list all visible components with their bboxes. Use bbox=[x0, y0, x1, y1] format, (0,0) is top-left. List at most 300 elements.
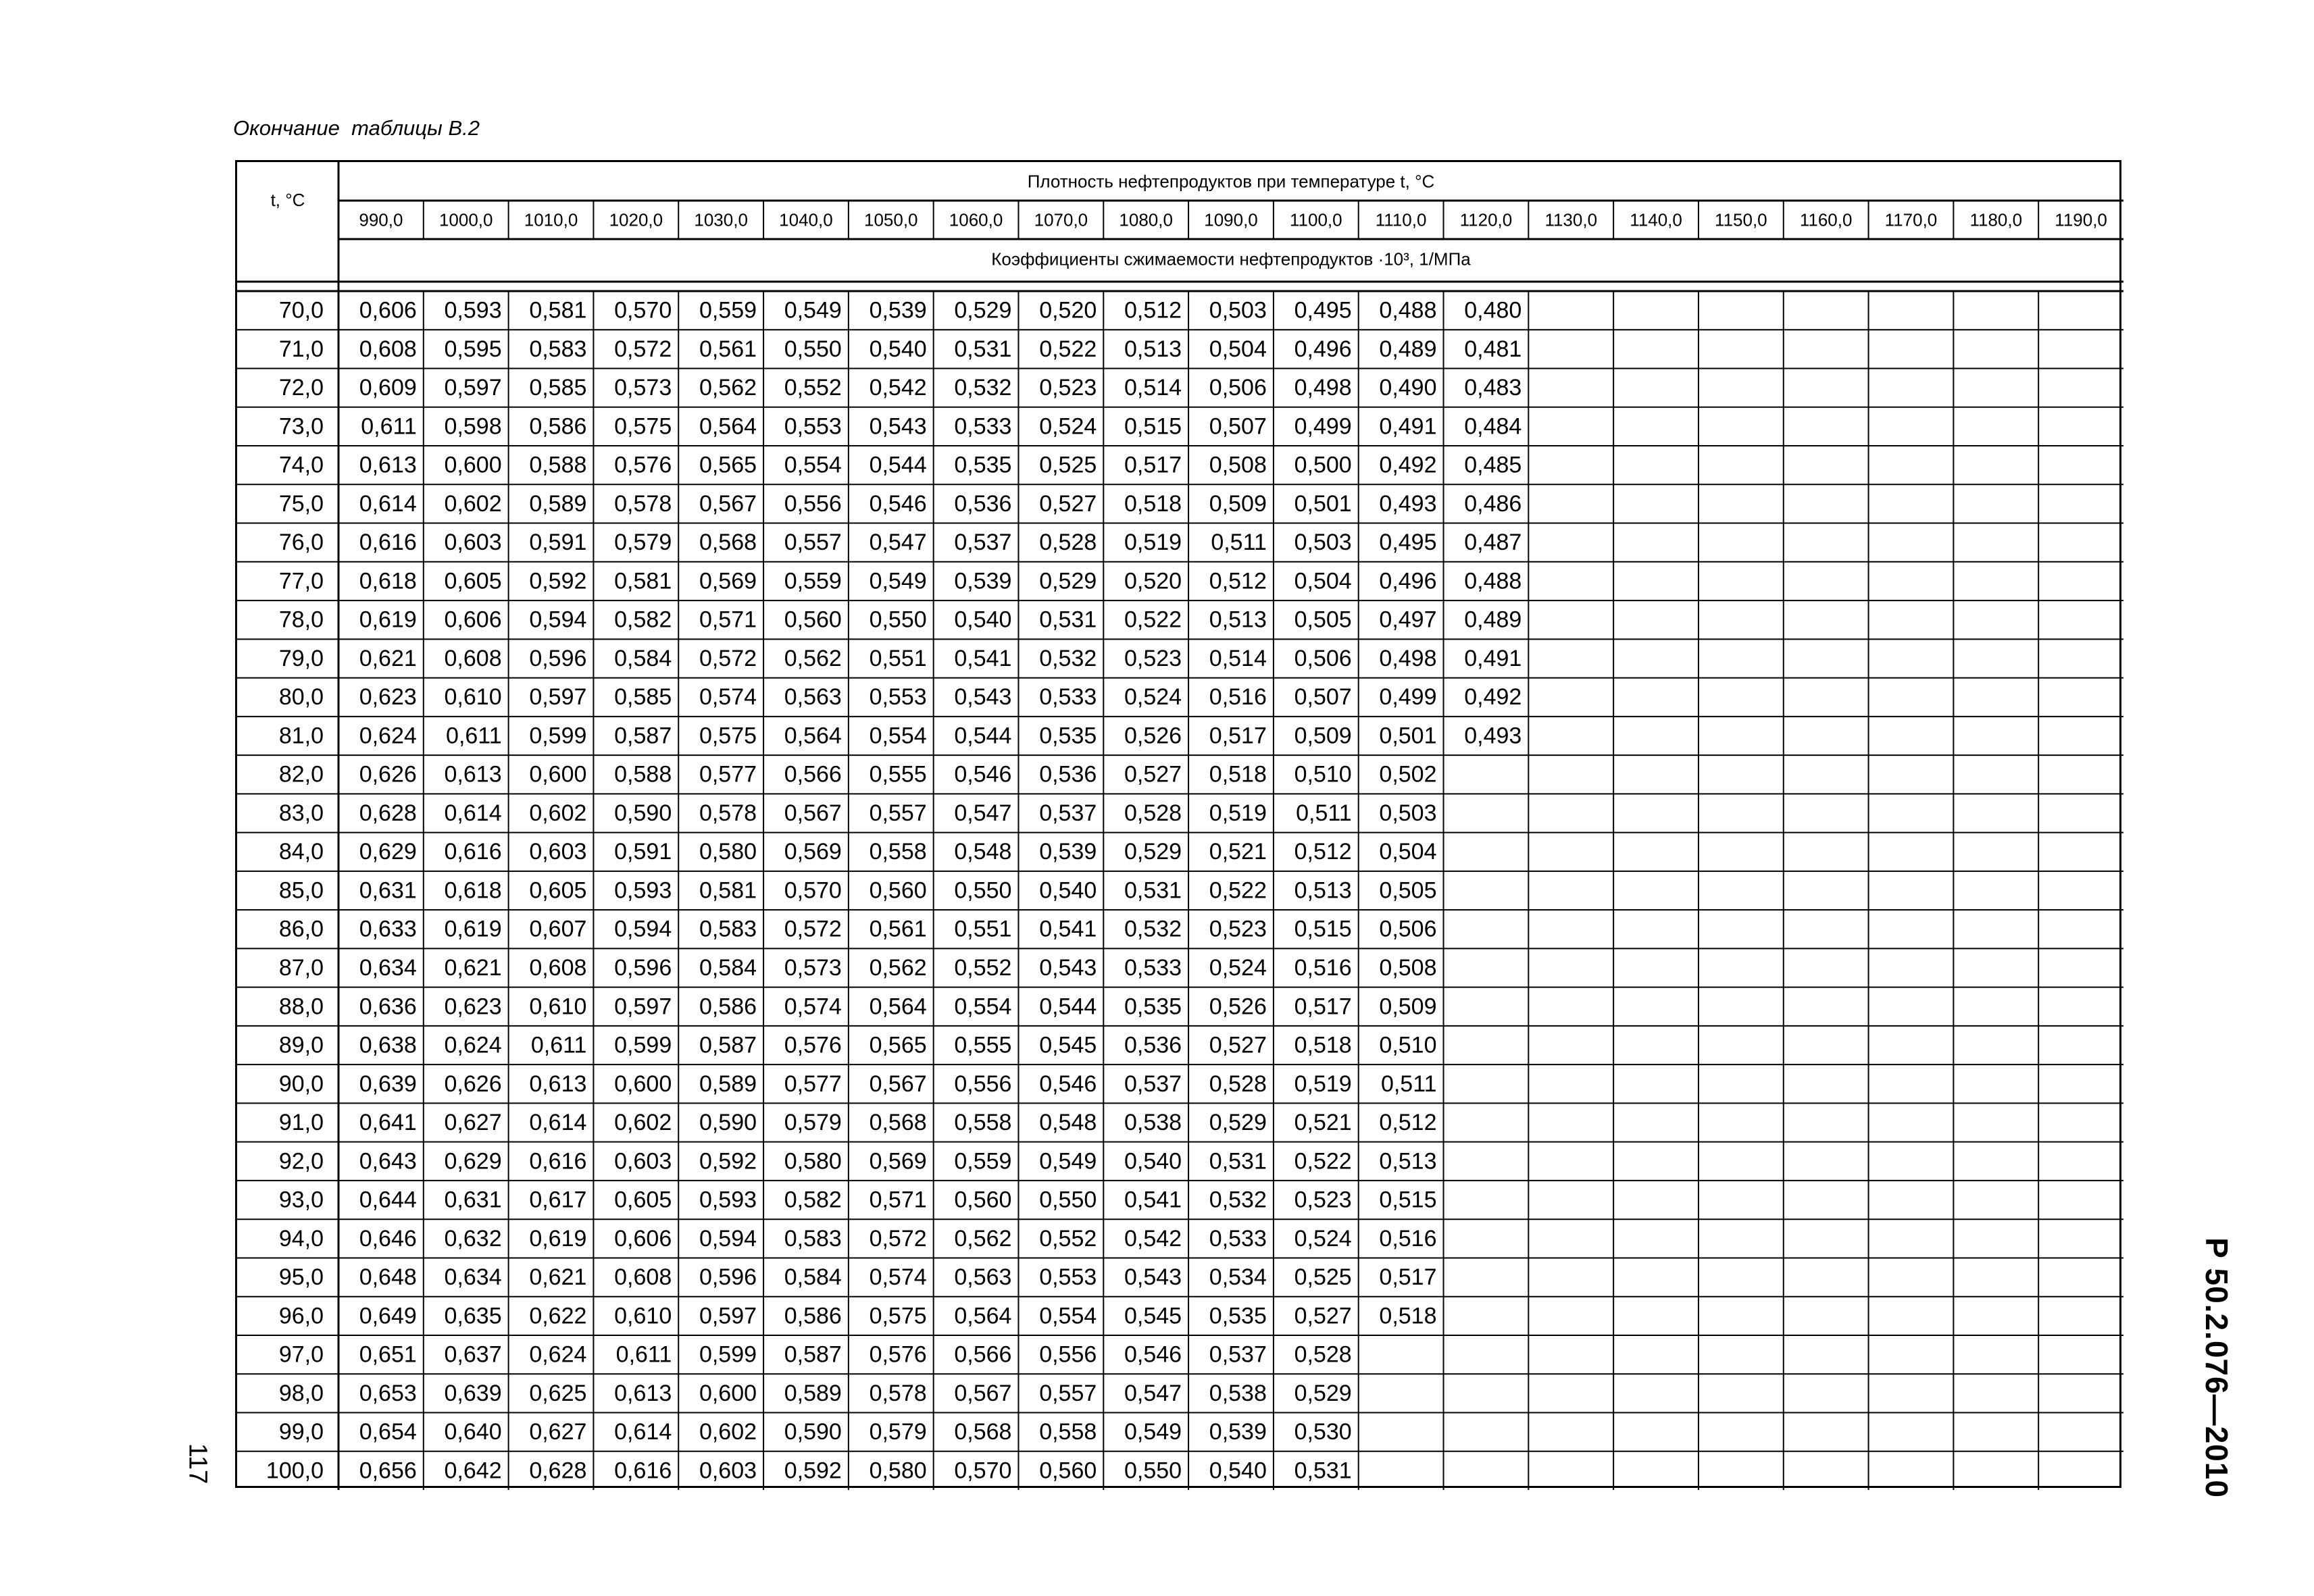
temperature-cell: 70,0 bbox=[278, 297, 324, 324]
coefficient-cell: 0,529 bbox=[1294, 1380, 1352, 1406]
coefficient-cell: 0,614 bbox=[529, 1110, 587, 1136]
coefficient-cell: 0,611 bbox=[446, 723, 502, 749]
temperature-cell: 84,0 bbox=[278, 839, 324, 865]
coefficient-cell: 0,493 bbox=[1379, 490, 1437, 517]
coefficient-cell: 0,594 bbox=[614, 916, 672, 942]
coefficient-cell: 0,550 bbox=[1039, 1187, 1097, 1213]
coefficient-cell: 0,603 bbox=[614, 1148, 672, 1175]
coefficient-cell: 0,624 bbox=[444, 1032, 502, 1058]
coefficient-cell: 0,548 bbox=[954, 839, 1012, 865]
coefficient-cell: 0,540 bbox=[1124, 1148, 1182, 1175]
coefficient-cell: 0,583 bbox=[784, 1225, 842, 1252]
coefficient-cell: 0,569 bbox=[869, 1148, 927, 1175]
temperature-cell: 90,0 bbox=[278, 1071, 324, 1097]
coefficient-cell: 0,527 bbox=[1039, 490, 1097, 517]
coefficient-cell: 0,596 bbox=[529, 645, 587, 671]
coefficient-cell: 0,596 bbox=[614, 955, 672, 981]
coefficient-cell: 0,608 bbox=[614, 1264, 672, 1291]
coefficient-cell: 0,512 bbox=[1209, 568, 1267, 594]
coefficient-cell: 0,584 bbox=[699, 955, 757, 981]
coefficient-cell: 0,611 bbox=[361, 413, 417, 440]
coefficient-cell: 0,619 bbox=[444, 916, 502, 942]
coefficient-cell: 0,485 bbox=[1464, 452, 1522, 478]
coefficient-cell: 0,556 bbox=[1039, 1341, 1097, 1368]
coefficient-cell: 0,656 bbox=[359, 1458, 417, 1484]
coefficient-cell: 0,528 bbox=[1039, 530, 1097, 556]
coefficient-cell: 0,524 bbox=[1294, 1225, 1352, 1252]
coefficient-cell: 0,511 bbox=[1211, 530, 1267, 556]
coefficient-cell: 0,614 bbox=[444, 800, 502, 826]
coefficient-cell: 0,578 bbox=[699, 800, 757, 826]
coefficient-cell: 0,566 bbox=[954, 1341, 1012, 1368]
coefficient-cell: 0,568 bbox=[954, 1419, 1012, 1445]
coefficient-cell: 0,626 bbox=[359, 761, 417, 788]
coefficient-cell: 0,568 bbox=[869, 1110, 927, 1136]
coefficient-cell: 0,547 bbox=[1124, 1380, 1182, 1406]
corner-label: t, °C bbox=[270, 189, 305, 210]
coefficient-cell: 0,631 bbox=[359, 877, 417, 904]
coefficient-cell: 0,529 bbox=[954, 297, 1012, 324]
coefficient-cell: 0,569 bbox=[699, 568, 757, 594]
coefficient-cell: 0,587 bbox=[699, 1032, 757, 1058]
coefficient-cell: 0,549 bbox=[1124, 1419, 1182, 1445]
temperature-cell: 71,0 bbox=[278, 336, 324, 362]
coefficient-cell: 0,549 bbox=[784, 297, 842, 324]
coefficient-cell: 0,561 bbox=[869, 916, 927, 942]
coefficient-cell: 0,533 bbox=[1124, 955, 1182, 981]
density-header: Плотность нефтепродуктов при температуре t, °C bbox=[1027, 171, 1435, 192]
coefficient-cell: 0,558 bbox=[954, 1110, 1012, 1136]
coefficient-cell: 0,569 bbox=[784, 839, 842, 865]
coefficient-cell: 0,556 bbox=[784, 490, 842, 517]
coefficient-cell: 0,588 bbox=[614, 761, 672, 788]
density-column-11: 1100,0 bbox=[1290, 209, 1342, 230]
coefficient-cell: 0,553 bbox=[1039, 1264, 1097, 1291]
coefficient-cell: 0,542 bbox=[869, 375, 927, 401]
coefficient-cell: 0,628 bbox=[529, 1458, 587, 1484]
coefficient-cell: 0,546 bbox=[1124, 1341, 1182, 1368]
coefficient-cell: 0,558 bbox=[869, 839, 927, 865]
coefficient-cell: 0,565 bbox=[699, 452, 757, 478]
density-column-2: 1010,0 bbox=[524, 209, 578, 230]
temperature-cell: 76,0 bbox=[278, 530, 324, 556]
coefficient-cell: 0,545 bbox=[1124, 1303, 1182, 1329]
density-column-1: 1000,0 bbox=[438, 209, 493, 230]
coefficient-cell: 0,556 bbox=[954, 1071, 1012, 1097]
coefficient-cell: 0,515 bbox=[1379, 1187, 1437, 1213]
coefficient-cell: 0,597 bbox=[529, 684, 587, 711]
coefficient-cell: 0,548 bbox=[1039, 1110, 1097, 1136]
coefficient-cell: 0,517 bbox=[1124, 452, 1182, 478]
coefficient-cell: 0,550 bbox=[869, 607, 927, 633]
coefficient-cell: 0,590 bbox=[784, 1419, 842, 1445]
coefficient-cell: 0,503 bbox=[1209, 297, 1267, 324]
density-column-15: 1140,0 bbox=[1630, 209, 1682, 230]
coefficient-cell: 0,546 bbox=[954, 761, 1012, 788]
coefficient-cell: 0,570 bbox=[784, 877, 842, 904]
coefficient-cell: 0,544 bbox=[954, 723, 1012, 749]
coefficient-cell: 0,616 bbox=[614, 1458, 672, 1484]
coefficient-cell: 0,571 bbox=[869, 1187, 927, 1213]
page-number bbox=[177, 1433, 218, 1494]
coefficient-cell: 0,574 bbox=[699, 684, 757, 711]
coefficient-cell: 0,540 bbox=[1209, 1458, 1267, 1484]
coefficient-cell: 0,623 bbox=[359, 684, 417, 711]
coefficient-cell: 0,606 bbox=[614, 1225, 672, 1252]
coefficient-cell: 0,549 bbox=[869, 568, 927, 594]
coefficient-cell: 0,547 bbox=[954, 800, 1012, 826]
coefficient-cell: 0,538 bbox=[1209, 1380, 1267, 1406]
coefficient-cell: 0,570 bbox=[614, 297, 672, 324]
coefficient-cell: 0,575 bbox=[869, 1303, 927, 1329]
coefficient-cell: 0,504 bbox=[1294, 568, 1352, 594]
density-column-12: 1110,0 bbox=[1375, 209, 1427, 230]
temperature-cell: 95,0 bbox=[278, 1264, 324, 1291]
coefficient-cell: 0,510 bbox=[1294, 761, 1352, 788]
coefficient-cell: 0,488 bbox=[1464, 568, 1522, 594]
coefficient-cell: 0,613 bbox=[614, 1380, 672, 1406]
coefficient-cell: 0,537 bbox=[1209, 1341, 1267, 1368]
coefficient-cell: 0,576 bbox=[784, 1032, 842, 1058]
coefficient-cell: 0,508 bbox=[1209, 452, 1267, 478]
temperature-cell: 77,0 bbox=[278, 568, 324, 594]
coefficient-cell: 0,557 bbox=[1039, 1380, 1097, 1406]
coefficient-cell: 0,552 bbox=[954, 955, 1012, 981]
density-column-5: 1040,0 bbox=[779, 209, 833, 230]
coefficient-cell: 0,560 bbox=[954, 1187, 1012, 1213]
coefficient-cell: 0,627 bbox=[529, 1419, 587, 1445]
coefficient-cell: 0,617 bbox=[529, 1187, 587, 1213]
table-caption: Окончание таблицы В.2 bbox=[233, 116, 480, 140]
coefficient-cell: 0,517 bbox=[1379, 1264, 1437, 1291]
coefficient-cell: 0,602 bbox=[614, 1110, 672, 1136]
coefficient-cell: 0,588 bbox=[529, 452, 587, 478]
coefficient-cell: 0,525 bbox=[1294, 1264, 1352, 1291]
coefficient-cell: 0,646 bbox=[359, 1225, 417, 1252]
coefficient-cell: 0,566 bbox=[784, 761, 842, 788]
coefficient-cell: 0,631 bbox=[444, 1187, 502, 1213]
coefficient-cell: 0,640 bbox=[444, 1419, 502, 1445]
coefficient-cell: 0,641 bbox=[359, 1110, 417, 1136]
coefficient-cell: 0,562 bbox=[784, 645, 842, 671]
density-column-14: 1130,0 bbox=[1544, 209, 1598, 230]
coefficient-cell: 0,602 bbox=[444, 490, 502, 517]
coefficient-cell: 0,513 bbox=[1294, 877, 1352, 904]
coefficient-cell: 0,513 bbox=[1379, 1148, 1437, 1175]
temperature-cell: 82,0 bbox=[278, 761, 324, 788]
coefficient-cell: 0,560 bbox=[784, 607, 842, 633]
coefficient-cell: 0,629 bbox=[444, 1148, 502, 1175]
coefficient-cell: 0,528 bbox=[1209, 1071, 1267, 1097]
coefficient-cell: 0,567 bbox=[869, 1071, 927, 1097]
coefficient-cell: 0,537 bbox=[1124, 1071, 1182, 1097]
coefficient-cell: 0,520 bbox=[1039, 297, 1097, 324]
coefficient-cell: 0,619 bbox=[529, 1225, 587, 1252]
coefficient-cell: 0,594 bbox=[699, 1225, 757, 1252]
coefficient-cell: 0,574 bbox=[869, 1264, 927, 1291]
coefficient-cell: 0,594 bbox=[529, 607, 587, 633]
coefficient-cell: 0,515 bbox=[1294, 916, 1352, 942]
coef-header: Коэффициенты сжимаемости нефтепродуктов ·10³, 1/МПа bbox=[991, 249, 1471, 269]
coefficient-cell: 0,530 bbox=[1294, 1419, 1352, 1445]
coefficient-cell: 0,582 bbox=[614, 607, 672, 633]
coefficient-cell: 0,576 bbox=[614, 452, 672, 478]
coefficient-cell: 0,619 bbox=[359, 607, 417, 633]
coefficient-cell: 0,519 bbox=[1209, 800, 1267, 826]
coefficient-cell: 0,492 bbox=[1464, 684, 1522, 711]
density-column-10: 1090,0 bbox=[1204, 209, 1258, 230]
temperature-cell: 92,0 bbox=[278, 1148, 324, 1175]
coefficient-cell: 0,597 bbox=[614, 994, 672, 1020]
table-grid bbox=[237, 162, 2123, 1490]
coefficient-cell: 0,536 bbox=[1039, 761, 1097, 788]
coefficient-cell: 0,535 bbox=[1039, 723, 1097, 749]
coefficient-cell: 0,532 bbox=[1039, 645, 1097, 671]
coefficient-cell: 0,526 bbox=[1124, 723, 1182, 749]
coefficient-cell: 0,495 bbox=[1294, 297, 1352, 324]
temperature-cell: 93,0 bbox=[278, 1187, 324, 1213]
coefficient-cell: 0,506 bbox=[1209, 375, 1267, 401]
coefficient-cell: 0,557 bbox=[869, 800, 927, 826]
coefficient-cell: 0,584 bbox=[784, 1264, 842, 1291]
coefficient-cell: 0,564 bbox=[699, 413, 757, 440]
coefficient-cell: 0,603 bbox=[699, 1458, 757, 1484]
coefficient-cell: 0,610 bbox=[529, 994, 587, 1020]
coefficient-cell: 0,544 bbox=[869, 452, 927, 478]
temperature-cell: 79,0 bbox=[278, 645, 324, 671]
coefficient-cell: 0,503 bbox=[1294, 530, 1352, 556]
coefficient-cell: 0,608 bbox=[444, 645, 502, 671]
coefficient-cell: 0,581 bbox=[614, 568, 672, 594]
coefficient-cell: 0,522 bbox=[1294, 1148, 1352, 1175]
coefficient-cell: 0,532 bbox=[954, 375, 1012, 401]
coefficient-cell: 0,529 bbox=[1209, 1110, 1267, 1136]
coefficient-cell: 0,580 bbox=[869, 1458, 927, 1484]
coefficient-cell: 0,491 bbox=[1464, 645, 1522, 671]
coefficient-cell: 0,629 bbox=[359, 839, 417, 865]
coefficient-cell: 0,579 bbox=[869, 1419, 927, 1445]
coefficient-cell: 0,600 bbox=[444, 452, 502, 478]
coefficient-cell: 0,614 bbox=[614, 1419, 672, 1445]
coefficient-cell: 0,613 bbox=[359, 452, 417, 478]
document-code bbox=[2196, 1237, 2238, 1498]
coefficient-cell: 0,526 bbox=[1209, 994, 1267, 1020]
coefficient-cell: 0,518 bbox=[1209, 761, 1267, 788]
temperature-cell: 86,0 bbox=[278, 916, 324, 942]
coefficient-cell: 0,528 bbox=[1124, 800, 1182, 826]
coefficient-cell: 0,597 bbox=[699, 1303, 757, 1329]
coefficient-cell: 0,501 bbox=[1294, 490, 1352, 517]
coefficient-cell: 0,531 bbox=[1294, 1458, 1352, 1484]
coefficient-cell: 0,505 bbox=[1379, 877, 1437, 904]
density-column-18: 1170,0 bbox=[1884, 209, 1938, 230]
density-column-13: 1120,0 bbox=[1459, 209, 1513, 230]
coefficient-cell: 0,599 bbox=[699, 1341, 757, 1368]
coefficient-cell: 0,649 bbox=[359, 1303, 417, 1329]
coefficient-cell: 0,554 bbox=[784, 452, 842, 478]
coefficient-cell: 0,541 bbox=[1039, 916, 1097, 942]
coefficient-cell: 0,527 bbox=[1294, 1303, 1352, 1329]
coefficient-cell: 0,586 bbox=[699, 994, 757, 1020]
coefficient-cell: 0,572 bbox=[699, 645, 757, 671]
coefficient-cell: 0,541 bbox=[1124, 1187, 1182, 1213]
coefficient-cell: 0,535 bbox=[1124, 994, 1182, 1020]
coefficient-cell: 0,503 bbox=[1379, 800, 1437, 826]
coefficient-cell: 0,486 bbox=[1464, 490, 1522, 517]
coefficient-cell: 0,643 bbox=[359, 1148, 417, 1175]
coefficient-cell: 0,627 bbox=[444, 1110, 502, 1136]
coefficient-cell: 0,533 bbox=[1209, 1225, 1267, 1252]
coefficient-cell: 0,616 bbox=[444, 839, 502, 865]
density-column-3: 1020,0 bbox=[609, 209, 663, 230]
coefficient-cell: 0,516 bbox=[1209, 684, 1267, 711]
coefficient-cell: 0,514 bbox=[1209, 645, 1267, 671]
coefficient-cell: 0,642 bbox=[444, 1458, 502, 1484]
coefficient-cell: 0,579 bbox=[614, 530, 672, 556]
coefficient-cell: 0,540 bbox=[954, 607, 1012, 633]
coefficient-cell: 0,514 bbox=[1124, 375, 1182, 401]
coefficient-cell: 0,541 bbox=[954, 645, 1012, 671]
coefficient-cell: 0,527 bbox=[1124, 761, 1182, 788]
coefficient-cell: 0,528 bbox=[1294, 1341, 1352, 1368]
coefficient-cell: 0,587 bbox=[784, 1341, 842, 1368]
coefficient-cell: 0,592 bbox=[784, 1458, 842, 1484]
coefficient-cell: 0,546 bbox=[869, 490, 927, 517]
coefficient-cell: 0,553 bbox=[869, 684, 927, 711]
coefficient-cell: 0,591 bbox=[529, 530, 587, 556]
coefficient-cell: 0,610 bbox=[444, 684, 502, 711]
coefficient-cell: 0,538 bbox=[1124, 1110, 1182, 1136]
coefficient-cell: 0,552 bbox=[1039, 1225, 1097, 1252]
coefficient-cell: 0,626 bbox=[444, 1071, 502, 1097]
coefficient-cell: 0,487 bbox=[1464, 530, 1522, 556]
coefficient-cell: 0,590 bbox=[614, 800, 672, 826]
density-column-17: 1160,0 bbox=[1799, 209, 1853, 230]
coefficient-cell: 0,599 bbox=[529, 723, 587, 749]
coefficient-cell: 0,567 bbox=[699, 490, 757, 517]
coefficient-cell: 0,639 bbox=[444, 1380, 502, 1406]
coefficient-cell: 0,597 bbox=[444, 375, 502, 401]
coefficient-cell: 0,618 bbox=[359, 568, 417, 594]
coefficient-cell: 0,542 bbox=[1124, 1225, 1182, 1252]
coefficient-cell: 0,559 bbox=[699, 297, 757, 324]
coefficient-cell: 0,614 bbox=[359, 490, 417, 517]
coefficient-cell: 0,507 bbox=[1209, 413, 1267, 440]
coefficient-cell: 0,576 bbox=[869, 1341, 927, 1368]
coefficient-cell: 0,579 bbox=[784, 1110, 842, 1136]
coefficient-cell: 0,546 bbox=[1039, 1071, 1097, 1097]
coefficient-cell: 0,539 bbox=[1039, 839, 1097, 865]
coefficient-cell: 0,562 bbox=[699, 375, 757, 401]
coefficient-cell: 0,636 bbox=[359, 994, 417, 1020]
temperature-cell: 73,0 bbox=[278, 413, 324, 440]
coefficient-cell: 0,533 bbox=[1039, 684, 1097, 711]
coefficient-cell: 0,523 bbox=[1209, 916, 1267, 942]
coefficient-cell: 0,522 bbox=[1124, 607, 1182, 633]
coefficient-cell: 0,506 bbox=[1294, 645, 1352, 671]
temperature-cell: 97,0 bbox=[278, 1341, 324, 1368]
coefficient-cell: 0,592 bbox=[699, 1148, 757, 1175]
coefficient-cell: 0,543 bbox=[869, 413, 927, 440]
coefficient-cell: 0,572 bbox=[784, 916, 842, 942]
coefficient-cell: 0,549 bbox=[1039, 1148, 1097, 1175]
coefficient-cell: 0,515 bbox=[1124, 413, 1182, 440]
coefficient-cell: 0,618 bbox=[444, 877, 502, 904]
coefficient-cell: 0,611 bbox=[530, 1032, 587, 1058]
coefficient-cell: 0,608 bbox=[359, 336, 417, 362]
coefficient-cell: 0,537 bbox=[1039, 800, 1097, 826]
coefficient-cell: 0,531 bbox=[954, 336, 1012, 362]
coefficient-cell: 0,639 bbox=[359, 1071, 417, 1097]
coefficient-cell: 0,568 bbox=[699, 530, 757, 556]
coefficient-cell: 0,578 bbox=[614, 490, 672, 517]
coefficient-cell: 0,584 bbox=[614, 645, 672, 671]
coefficient-cell: 0,586 bbox=[529, 413, 587, 440]
coefficient-cell: 0,599 bbox=[614, 1032, 672, 1058]
page-number-text: 117 bbox=[183, 1443, 212, 1485]
coefficient-cell: 0,624 bbox=[529, 1341, 587, 1368]
coefficient-cell: 0,570 bbox=[954, 1458, 1012, 1484]
temperature-cell: 91,0 bbox=[278, 1110, 324, 1136]
coefficient-cell: 0,509 bbox=[1209, 490, 1267, 517]
coefficient-cell: 0,516 bbox=[1294, 955, 1352, 981]
coefficient-cell: 0,543 bbox=[1124, 1264, 1182, 1291]
coefficient-cell: 0,590 bbox=[699, 1110, 757, 1136]
coefficient-cell: 0,581 bbox=[529, 297, 587, 324]
coefficient-cell: 0,495 bbox=[1379, 530, 1437, 556]
coefficient-cell: 0,522 bbox=[1039, 336, 1097, 362]
coefficient-cell: 0,498 bbox=[1294, 375, 1352, 401]
coefficient-cell: 0,580 bbox=[784, 1148, 842, 1175]
coefficient-cell: 0,525 bbox=[1039, 452, 1097, 478]
coefficient-cell: 0,616 bbox=[529, 1148, 587, 1175]
coefficient-cell: 0,529 bbox=[1039, 568, 1097, 594]
coefficient-cell: 0,550 bbox=[954, 877, 1012, 904]
coefficient-cell: 0,510 bbox=[1379, 1032, 1437, 1058]
coefficient-cell: 0,512 bbox=[1124, 297, 1182, 324]
coefficient-cell: 0,571 bbox=[699, 607, 757, 633]
coefficient-cell: 0,554 bbox=[954, 994, 1012, 1020]
coefficient-cell: 0,583 bbox=[699, 916, 757, 942]
coefficient-cell: 0,490 bbox=[1379, 375, 1437, 401]
temperature-cell: 88,0 bbox=[278, 994, 324, 1020]
coefficient-cell: 0,524 bbox=[1209, 955, 1267, 981]
coefficient-cell: 0,609 bbox=[359, 375, 417, 401]
temperature-cell: 87,0 bbox=[278, 955, 324, 981]
coefficient-cell: 0,565 bbox=[869, 1032, 927, 1058]
coefficient-cell: 0,480 bbox=[1464, 297, 1522, 324]
coefficient-cell: 0,563 bbox=[784, 684, 842, 711]
coefficient-cell: 0,603 bbox=[444, 530, 502, 556]
density-column-4: 1030,0 bbox=[694, 209, 748, 230]
coefficient-cell: 0,504 bbox=[1209, 336, 1267, 362]
coefficient-cell: 0,589 bbox=[784, 1380, 842, 1406]
coefficient-cell: 0,539 bbox=[1209, 1419, 1267, 1445]
coefficient-cell: 0,492 bbox=[1379, 452, 1437, 478]
coefficient-cell: 0,578 bbox=[869, 1380, 927, 1406]
document-code-text: Р 50.2.076—2010 bbox=[2199, 1237, 2234, 1498]
compressibility-table bbox=[235, 160, 2121, 1488]
coefficient-cell: 0,606 bbox=[444, 607, 502, 633]
coefficient-cell: 0,596 bbox=[699, 1264, 757, 1291]
coefficient-cell: 0,581 bbox=[699, 877, 757, 904]
coefficient-cell: 0,583 bbox=[529, 336, 587, 362]
coefficient-cell: 0,593 bbox=[614, 877, 672, 904]
coefficient-cell: 0,499 bbox=[1379, 684, 1437, 711]
coefficient-cell: 0,521 bbox=[1294, 1110, 1352, 1136]
coefficient-cell: 0,560 bbox=[869, 877, 927, 904]
coefficient-cell: 0,595 bbox=[444, 336, 502, 362]
